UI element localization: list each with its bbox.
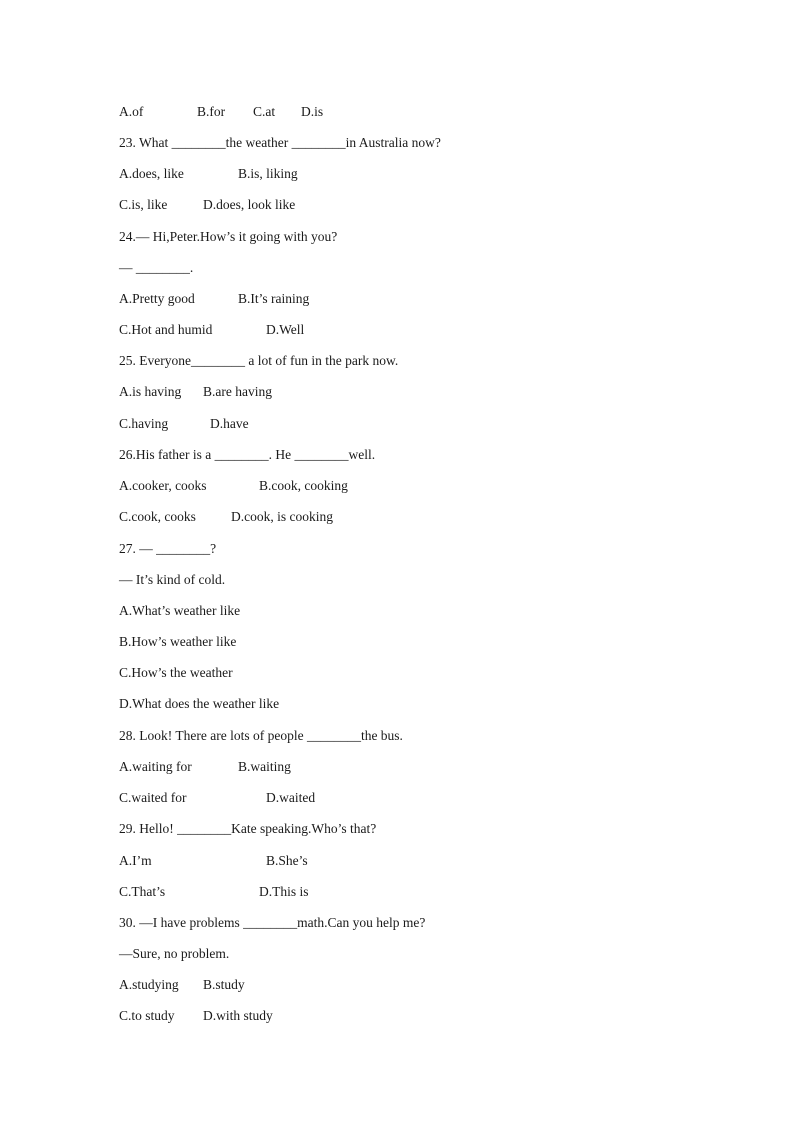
q30-option-d: D.with study	[203, 1008, 273, 1023]
q23-options-row-1	[119, 164, 298, 184]
q29-options-row-1	[119, 851, 308, 871]
q25-options-row-1	[119, 382, 272, 402]
q23-option-c: C.is, like	[119, 197, 168, 212]
q26-options-row-2	[119, 507, 333, 527]
q27-option-a: A.What’s weather like	[119, 603, 241, 618]
q23-stem: 23. What ________the weather ________in Australia now?	[119, 135, 441, 150]
q24-options-row-1	[119, 289, 310, 309]
q29-option-b: B.She’s	[266, 853, 308, 868]
q30-option-b: B.study	[203, 977, 245, 992]
q28-option-d: D.waited	[266, 790, 316, 805]
q25-options-row-2	[119, 414, 249, 434]
q26-option-a: A.cooker, cooks	[119, 478, 207, 493]
q27-stem: 27. — ________?	[119, 541, 217, 556]
q23-options-row-2	[119, 195, 296, 215]
q30-option-c: C.to study	[119, 1008, 175, 1023]
q22-options-row	[119, 102, 324, 122]
q28-stem: 28. Look! There are lots of people ________the bus.	[119, 728, 403, 743]
q25-option-a: A.is having	[119, 384, 182, 399]
q23-option-d: D.does, look like	[203, 197, 296, 212]
q24-reply: — ________.	[119, 260, 194, 275]
q25-stem: 25. Everyone________ a lot of fun in the park now.	[119, 353, 399, 368]
q26-option-c: C.cook, cooks	[119, 509, 196, 524]
q29-option-c: C.That’s	[119, 884, 166, 899]
q26-stem: 26.His father is a ________. He ________well.	[119, 447, 376, 462]
q23-option-a: A.does, like	[119, 166, 184, 181]
q29-option-d: D.This is	[259, 884, 309, 899]
q22-option-d: D.is	[301, 104, 324, 119]
q29-option-a: A.I’m	[119, 853, 152, 868]
q22-option-c: C.at	[253, 104, 276, 119]
q29-options-row-2	[119, 882, 309, 902]
q27-option-d: D.What does the weather like	[119, 696, 280, 711]
q28-options-row-1	[119, 757, 291, 777]
q26-option-b: B.cook, cooking	[259, 478, 348, 493]
q28-options-row-2	[119, 788, 316, 808]
q25-option-c: C.having	[119, 416, 169, 431]
q25-option-b: B.are having	[203, 384, 272, 399]
q24-option-a: A.Pretty good	[119, 291, 195, 306]
q24-option-b: B.It’s raining	[238, 291, 310, 306]
q26-options-row-1	[119, 476, 348, 496]
q30-options-row-1	[119, 975, 245, 995]
q23-option-b: B.is, liking	[238, 166, 298, 181]
q28-option-c: C.waited for	[119, 790, 187, 805]
q22-option-a: A.of	[119, 104, 144, 119]
q29-stem: 29. Hello! ________Kate speaking.Who’s that?	[119, 821, 377, 836]
q30-options-row-2	[119, 1006, 273, 1026]
q24-options-row-2	[119, 320, 305, 340]
q24-option-c: C.Hot and humid	[119, 322, 213, 337]
q24-option-d: D.Well	[266, 322, 305, 337]
q28-option-a: A.waiting for	[119, 759, 192, 774]
q26-option-d: D.cook, is cooking	[231, 509, 333, 524]
q27-option-c: C.How’s the weather	[119, 665, 233, 680]
q27-option-b: B.How’s weather like	[119, 634, 237, 649]
q30-stem: 30. —I have problems ________math.Can you help me?	[119, 915, 426, 930]
q28-option-b: B.waiting	[238, 759, 291, 774]
q25-option-d: D.have	[210, 416, 249, 431]
q27-reply: — It’s kind of cold.	[119, 572, 226, 587]
q30-option-a: A.studying	[119, 977, 179, 992]
q24-stem: 24.— Hi,Peter.How’s it going with you?	[119, 229, 338, 244]
q22-option-b: B.for	[197, 104, 226, 119]
q30-reply: —Sure, no problem.	[119, 946, 230, 961]
